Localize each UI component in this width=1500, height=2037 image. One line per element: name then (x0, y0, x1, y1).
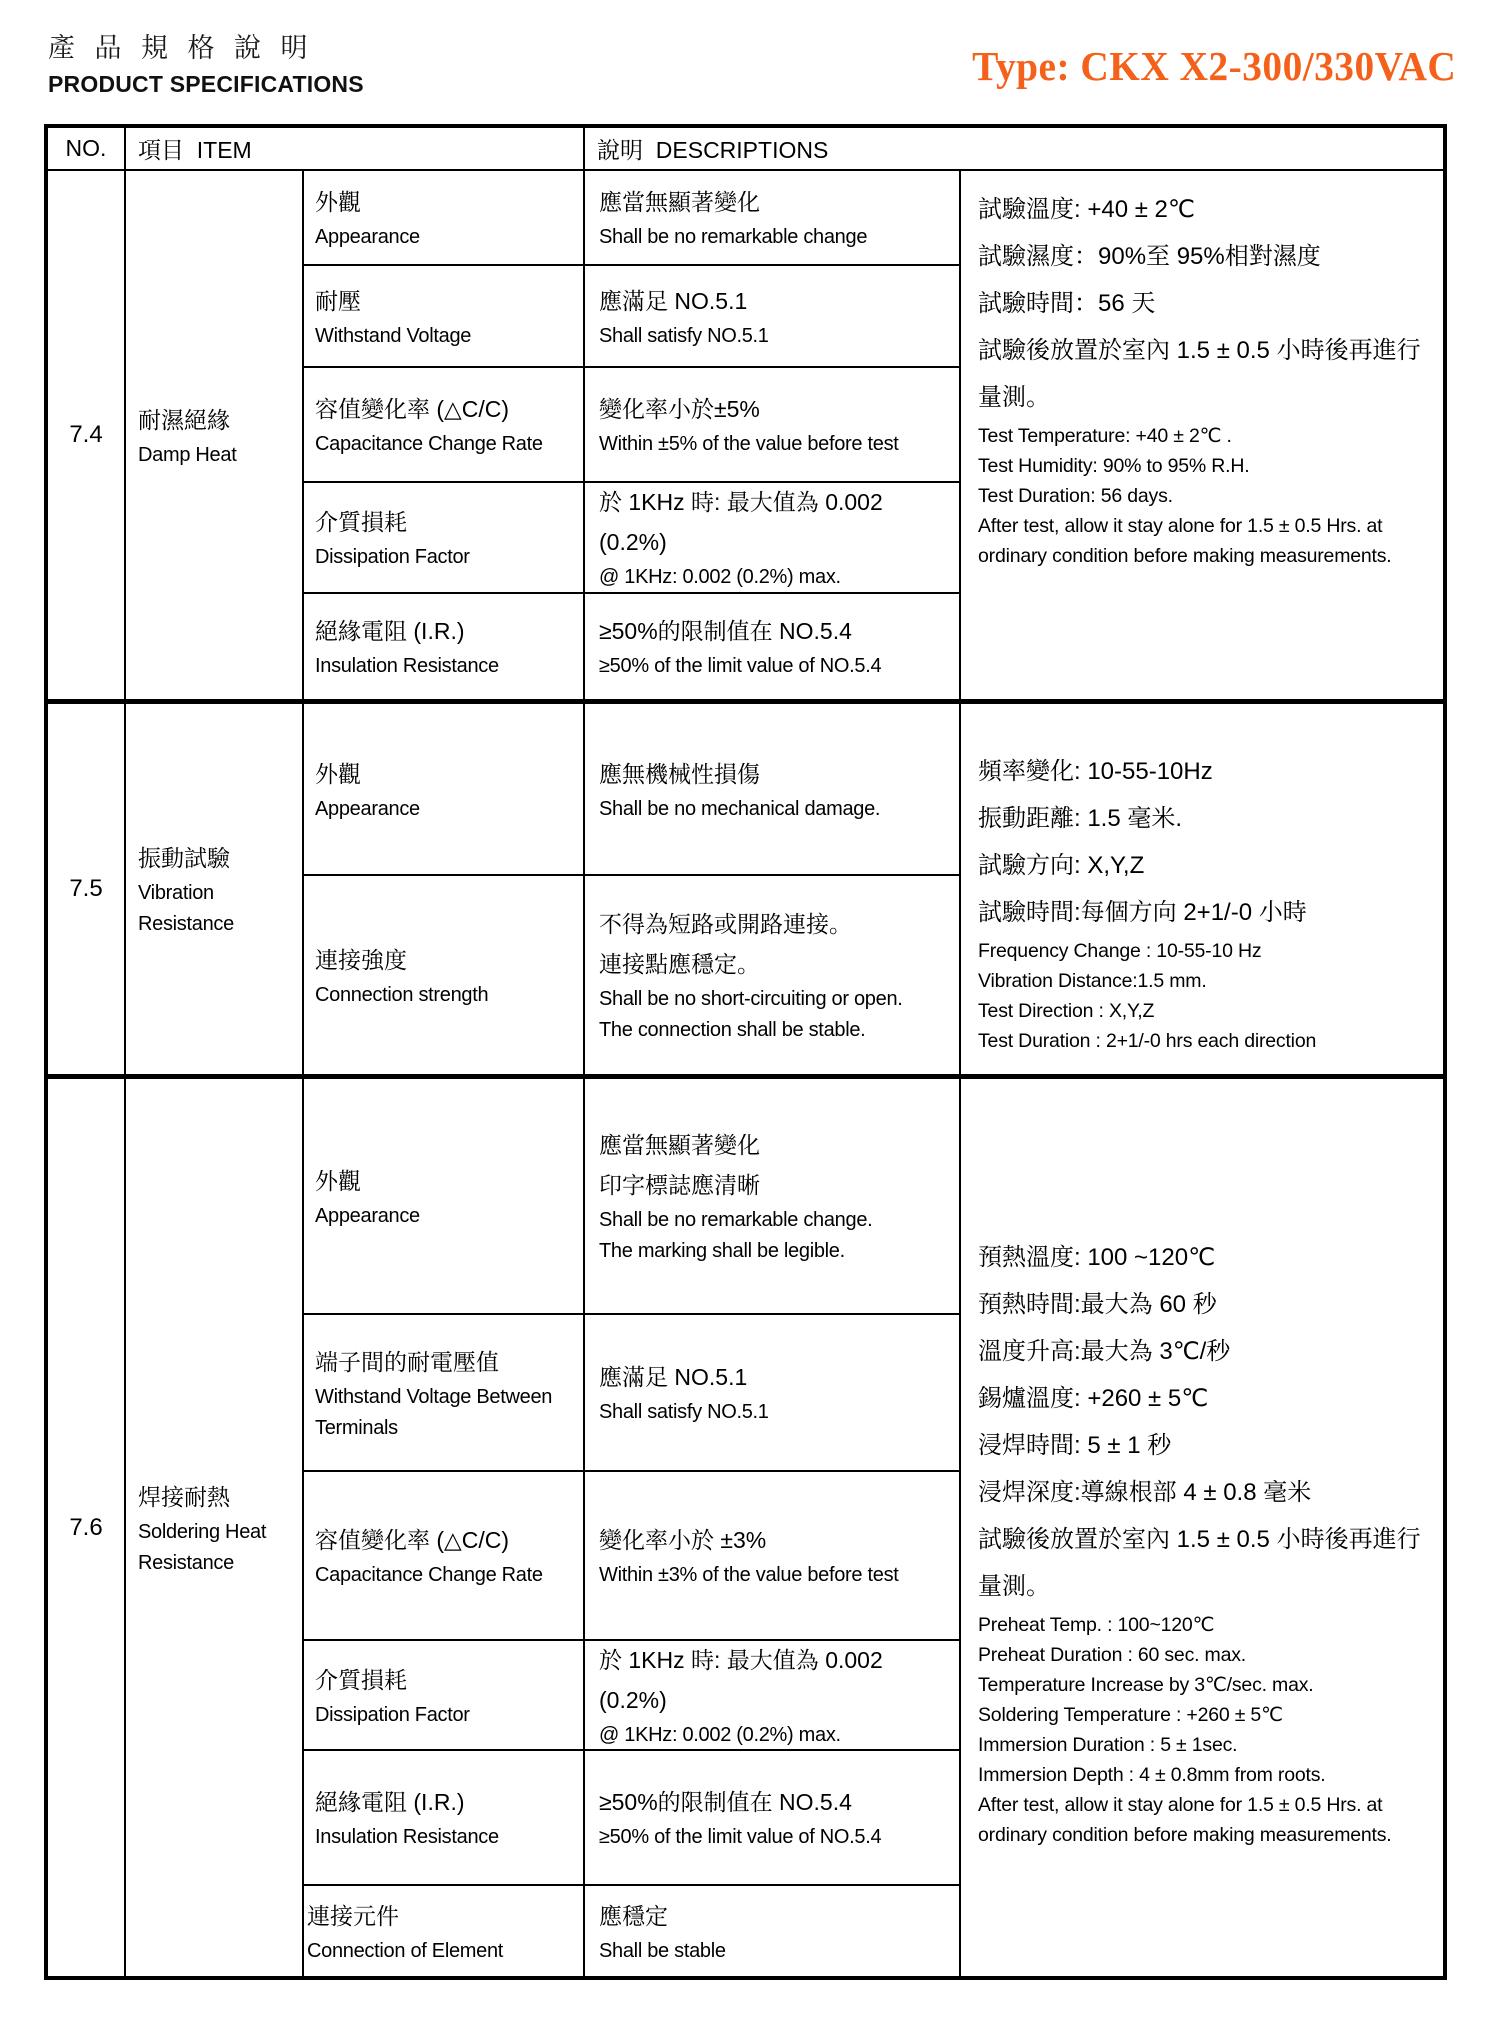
header-no-cell (48, 128, 126, 171)
sub-item-zh: 介質損耗 (315, 1666, 407, 1693)
condition-line: 錫爐溫度: +260 ± 5℃ (978, 1385, 1209, 1412)
sub-item-en: Capacitance Change Rate (315, 433, 543, 455)
description-line: The marking shall be legible. (599, 1240, 845, 1262)
page-title-en: PRODUCT SPECIFICATIONS (48, 71, 364, 97)
sub-item-en: Appearance (315, 1204, 420, 1227)
description-line: Shall be no mechanical damage. (599, 797, 881, 820)
sub-item-zh: 介質損耗 (315, 509, 407, 535)
description-cell (585, 368, 961, 483)
description-line: 應無機械性損傷 (599, 760, 760, 787)
condition-line: 預熱時間:最大為 60 秒 (978, 1291, 1217, 1318)
description-line: 連接點應穩定。 (599, 951, 760, 977)
section-no-cell (48, 704, 126, 1079)
conditions-cell (961, 171, 1443, 704)
sub-item-cell (304, 1751, 585, 1886)
description-line: Shall be stable (599, 1939, 726, 1962)
description-line: Within ±3% of the value before test (599, 1564, 899, 1586)
header-item-cell (126, 128, 585, 171)
description-line: 變化率小於 ±3% (599, 1527, 767, 1553)
header-no-label: NO. (65, 135, 107, 161)
description-cell (585, 171, 961, 266)
condition-line: Vibration Distance:1.5 mm. (978, 970, 1207, 992)
description-line: 應滿足 NO.5.1 (599, 1364, 748, 1390)
page-title-zh: 產 品 規 格 說 明 (48, 33, 314, 63)
condition-line: 浸焊時間: 5 ± 1 秒 (978, 1432, 1172, 1459)
sub-item-en: Dissipation Factor (315, 546, 470, 568)
description-cell (585, 1886, 961, 1976)
sub-item-zh: 外觀 (315, 760, 361, 787)
condition-line: After test, allow it stay alone for 1.5 ± 0.5 Hrs. at ordinary condition before making measurements. (978, 515, 1392, 567)
sub-item-en: Insulation Resistance (315, 1826, 499, 1848)
sub-item-cell (304, 704, 585, 876)
condition-line: Temperature Increase by 3℃/sec. max. (978, 1674, 1314, 1696)
header-descriptions-label: 說明 DESCRIPTIONS (597, 137, 829, 163)
description-line: 於 1KHz 時: 最大值為 0.002 (0.2%) (599, 489, 883, 555)
item-group-zh: 焊接耐熱 (138, 1483, 230, 1510)
section-number: 7.6 (69, 1513, 103, 1541)
condition-line: 試驗溫度: +40 ± 2℃ (978, 196, 1195, 223)
sub-item-cell (304, 266, 585, 368)
section-no-cell (48, 1079, 126, 1976)
condition-line: 試驗時間:每個方向 2+1/-0 小時 (978, 899, 1307, 926)
description-line: Shall satisfy NO.5.1 (599, 324, 769, 347)
description-line: @ 1KHz: 0.002 (0.2%) max. (599, 1723, 841, 1746)
description-cell (585, 1751, 961, 1886)
description-line: 變化率小於±5% (599, 396, 760, 422)
description-line: 應當無顯著變化 (599, 189, 760, 215)
sub-item-en: Appearance (315, 797, 420, 820)
section-no-cell (48, 171, 126, 704)
item-group-en: Damp Heat (138, 443, 237, 466)
sub-item-zh: 絕緣電阻 (I.R.) (315, 1789, 465, 1815)
condition-line: Preheat Duration : 60 sec. max. (978, 1644, 1247, 1666)
description-line: 印字標誌應清晰 (599, 1172, 760, 1198)
sub-item-zh: 容值變化率 (△C/C) (315, 1527, 510, 1553)
description-line: ≥50%的限制值在 NO.5.4 (599, 1789, 852, 1815)
condition-line: 試驗後放置於室內 1.5 ± 0.5 小時後再進行量測。 (978, 1526, 1421, 1600)
sub-item-cell (304, 876, 585, 1079)
description-cell (585, 594, 961, 704)
item-group-en: Soldering Heat Resistance (138, 1520, 267, 1574)
sub-item-zh: 耐壓 (315, 287, 361, 314)
sub-item-cell (304, 1315, 585, 1472)
description-cell (585, 876, 961, 1079)
sub-item-zh: 容值變化率 (△C/C) (315, 396, 510, 422)
condition-line: Test Temperature: +40 ± 2℃ . (978, 425, 1232, 447)
sub-item-cell (304, 1641, 585, 1751)
condition-line: After test, allow it stay alone for 1.5 ± 0.5 Hrs. at ordinary condition before making measurements. (978, 1794, 1392, 1846)
sub-item-zh: 絕緣電阻 (I.R.) (315, 618, 465, 644)
description-line: Shall be no remarkable change. (599, 1209, 873, 1231)
description-line: Shall satisfy NO.5.1 (599, 1401, 769, 1423)
sub-item-en: Withstand Voltage Between Terminals (315, 1385, 553, 1439)
description-line: ≥50%的限制值在 NO.5.4 (599, 618, 852, 644)
condition-line: Immersion Duration : 5 ± 1sec. (978, 1734, 1238, 1756)
sub-item-zh: 外觀 (315, 1167, 361, 1194)
item-group-cell (126, 704, 304, 1079)
condition-line: 溫度升高:最大為 3℃/秒 (978, 1338, 1231, 1365)
header-item-label: 項目 ITEM (138, 137, 252, 163)
sub-item-cell (304, 171, 585, 266)
description-line: Shall be no short-circuiting or open. (599, 988, 903, 1010)
spec-table (44, 124, 1447, 1980)
sub-item-cell (304, 594, 585, 704)
description-line: 應當無顯著變化 (599, 1132, 760, 1158)
description-line: Within ±5% of the value before test (599, 433, 899, 455)
description-line: 應穩定 (599, 1902, 668, 1929)
sub-item-en: Appearance (315, 226, 420, 248)
description-cell (585, 1472, 961, 1641)
condition-line: Soldering Temperature : +260 ± 5℃ (978, 1704, 1283, 1726)
conditions-cell (961, 704, 1443, 1079)
sub-item-en: Withstand Voltage (315, 324, 472, 347)
header-descriptions-cell (585, 128, 1443, 171)
sub-item-zh: 端子間的耐電壓值 (315, 1348, 499, 1375)
item-group-cell (126, 171, 304, 704)
description-line: ≥50% of the limit value of NO.5.4 (599, 1826, 882, 1848)
condition-line: 預熱溫度: 100 ~120℃ (978, 1244, 1216, 1271)
sub-item-en: Capacitance Change Rate (315, 1564, 543, 1586)
sub-item-en: Dissipation Factor (315, 1703, 470, 1726)
sub-item-cell (304, 1472, 585, 1641)
sub-item-cell (304, 1079, 585, 1315)
condition-line: Frequency Change : 10-55-10 Hz (978, 940, 1262, 962)
description-line: 不得為短路或開路連接。 (599, 911, 852, 937)
condition-line: 試驗方向: X,Y,Z (978, 852, 1145, 879)
description-line: 應滿足 NO.5.1 (599, 287, 748, 314)
sub-item-zh: 外觀 (315, 189, 361, 215)
description-cell (585, 266, 961, 368)
description-line: The connection shall be stable. (599, 1019, 866, 1041)
description-line: 於 1KHz 時: 最大值為 0.002 (0.2%) (599, 1646, 883, 1713)
condition-line: 振動距離: 1.5 毫米. (978, 805, 1183, 832)
condition-line: 試驗時間：56 天 (978, 290, 1156, 317)
condition-line: Test Direction : X,Y,Z (978, 1000, 1155, 1022)
sub-item-cell (304, 483, 585, 594)
sub-item-zh: 連接元件 (307, 1902, 399, 1929)
sub-item-cell (304, 1886, 585, 1976)
condition-line: 頻率變化: 10-55-10Hz (978, 758, 1213, 785)
sub-item-en: Insulation Resistance (315, 655, 499, 677)
description-cell (585, 483, 961, 594)
sub-item-en: Connection strength (315, 983, 489, 1006)
section-number: 7.4 (69, 421, 103, 448)
description-cell (585, 1315, 961, 1472)
section-number: 7.5 (69, 875, 103, 902)
item-group-en: Vibration Resistance (138, 882, 234, 935)
type-label: Type: CKX X2-300/330VAC (971, 43, 1456, 89)
description-cell (585, 1641, 961, 1751)
condition-line: Preheat Temp. : 100~120℃ (978, 1614, 1215, 1636)
item-group-cell (126, 1079, 304, 1976)
condition-line: Test Humidity: 90% to 95% R.H. (978, 455, 1250, 477)
description-line: ≥50% of the limit value of NO.5.4 (599, 655, 882, 677)
condition-line: Immersion Depth : 4 ± 0.8mm from roots. (978, 1764, 1326, 1786)
description-line: @ 1KHz: 0.002 (0.2%) max. (599, 566, 841, 588)
condition-line: 浸焊深度:導線根部 4 ± 0.8 毫米 (978, 1479, 1312, 1506)
conditions-cell (961, 1079, 1443, 1976)
condition-line: 試驗後放置於室內 1.5 ± 0.5 小時後再進行量測。 (978, 337, 1421, 411)
condition-line: Test Duration : 2+1/-0 hrs each direction (978, 1030, 1317, 1052)
sub-item-cell (304, 368, 585, 483)
item-group-zh: 振動試驗 (138, 845, 230, 871)
description-line: Shall be no remarkable change (599, 226, 868, 248)
condition-line: Test Duration: 56 days. (978, 485, 1173, 507)
sub-item-zh: 連接強度 (315, 946, 407, 973)
sub-item-en: Connection of Element (307, 1939, 504, 1962)
condition-line: 試驗濕度：90%至 95%相對濕度 (978, 243, 1321, 270)
description-cell (585, 1079, 961, 1315)
item-group-zh: 耐濕絕緣 (138, 406, 230, 433)
description-cell (585, 704, 961, 876)
